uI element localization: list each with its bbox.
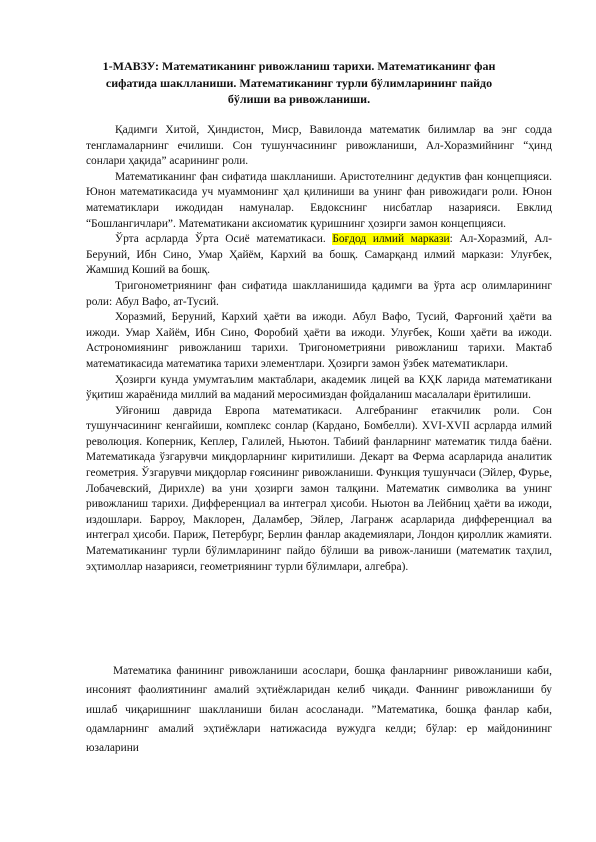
- paragraph-middle-ages: [86, 232, 552, 279]
- page-title: 1-МАВЗУ: Математиканинг ривожланиш тарихи. Математиканинг фан сифатида шаклланиши. Математиканинг турли бўлимларининг пайдо бўлиши ва ривожланиши.: [102, 59, 496, 106]
- paragraph-modern-teaching: Ҳозирги кунда умумтаълим мактаблари, академик лицей ва КҲК ларида математикани ўқитиш жараёнида миллий ва маданий меросимиздан фойдаланиш масалалари ёритилиши.: [86, 373, 552, 402]
- document-body: [86, 123, 552, 575]
- paragraph-ancient: Қадимги Хитой, Ҳиндистон, Миср, Вавилонда математик билимлар ва энг содда тенгламаларнинг ечилиши. Сон тушунчасининг ривожланиши, Ал-Хоразмийнинг “ҳинд сонлари ҳақида” асарининг роли.: [86, 124, 552, 168]
- middle-ages-text-after: : Ал-Хоразмий, Ал-Беруний, Ибн Сино, Умар Ҳайём, Кархий ва бошқ. Самарқанд илмий маркази: Улуғбек, Жамшид Коший ва бошқ.: [86, 233, 553, 277]
- highlighted-text: Боғдод илмий маркази: [332, 233, 450, 246]
- paragraph-renaissance: Уйғониш даврида Европа математикаси. Алгебранинг етакчилик роли. Сон тушунчасининг кенгайиши, комплекс сонлар (Кардано, Бомбелли). XVI-XVII асрларда илмий революция. Коперник, Кеплер, Галилей, Ньютон. Табиий фанларнинг математик тилда баёни. Математикада ўзгарувчи миқдорларнинг киритилиши. Декарт ва Ферма асарларида аналитик геометрия. Ўзгарувчи миқдорлар ғоясининг ривожланиши. Функция тушунчаси (Эйлер, Фурье, Лобачевский, Дирихле) ва уни ҳозирги замон талқини. Математик символика ва унинг ривожланиш тарихи. Дифференциал ва интеграл ҳисоби. Ньютон ва Лейбниц ҳаёти ва ижоди, издошлари. Барроу, Маклорен, Даламбер, Эйлер, Лагранж асарларида дифференциал ва интеграл ҳисоби. Париж, Петербург, Берлин фанлар академиялари, Лондон қироллик жамияти. Математиканинг турли бўлимларининг пайдо бўлиши ва ривож-ланиши (математик таҳлил, эҳтимоллар назарияси, геометриянинг турли бўлимлари, алгебра).: [86, 404, 552, 573]
- paragraph-science-formation: Математиканинг фан сифатида шаклланиши. Аристотелнинг дедуктив фан концепцияси. Юнон математикасида уч муаммонинг ҳал қилиниши ва унинг фан ривожидаги роли. Юнон математиклари ижодидан намуналар. Евдокснинг нисбатлар назарияси. Евклид “Бошлангичлари”. Математикани аксиоматик қуришнинг ҳозирги замон концепцияси.: [86, 170, 552, 230]
- middle-ages-text-before: Ўрта асрларда Ўрта Осиё математикаси.: [115, 233, 333, 246]
- paragraph-trigonometry: Тригонометриянинг фан сифатида шаклланишида қадимги ва ўрта аср олимларининг роли: Абул Вафо, ат-Тусий.: [86, 279, 552, 308]
- paragraph-scholars: Хоразмий, Беруний, Кархий ҳаёти ва ижоди. Абул Вафо, Тусий, Фарғоний ҳаёти ва ижоди. Умар Хайём, Ибн Сино, Форобий ҳаёти ва ижоди. Улуғбек, Коши ҳаёти ва ижоди. Астрономиянинг ривожланиш тарихи. Тригонометрияни ривожланиш тарихи. Мактаб математикасида математика тарихи элементлари. Ҳозирги замон ўзбек математиклари.: [86, 311, 552, 370]
- paragraph-foundations: Математика фанининг ривожланиши асослари, бошқа фанларнинг ривожланиши каби, инсоният фаолиятининг амалий эҳтиёжларидан келиб чиқади. Фаннинг ривожланиши бу ишлаб чиқаришнинг шаклланиши билан асосланади. ”Математика, бошқа фанлар каби, одамларнинг амалий эҳтиёжлари натижасида вужудга келди; бўлар: ер майдонининг юзаларини: [86, 665, 552, 755]
